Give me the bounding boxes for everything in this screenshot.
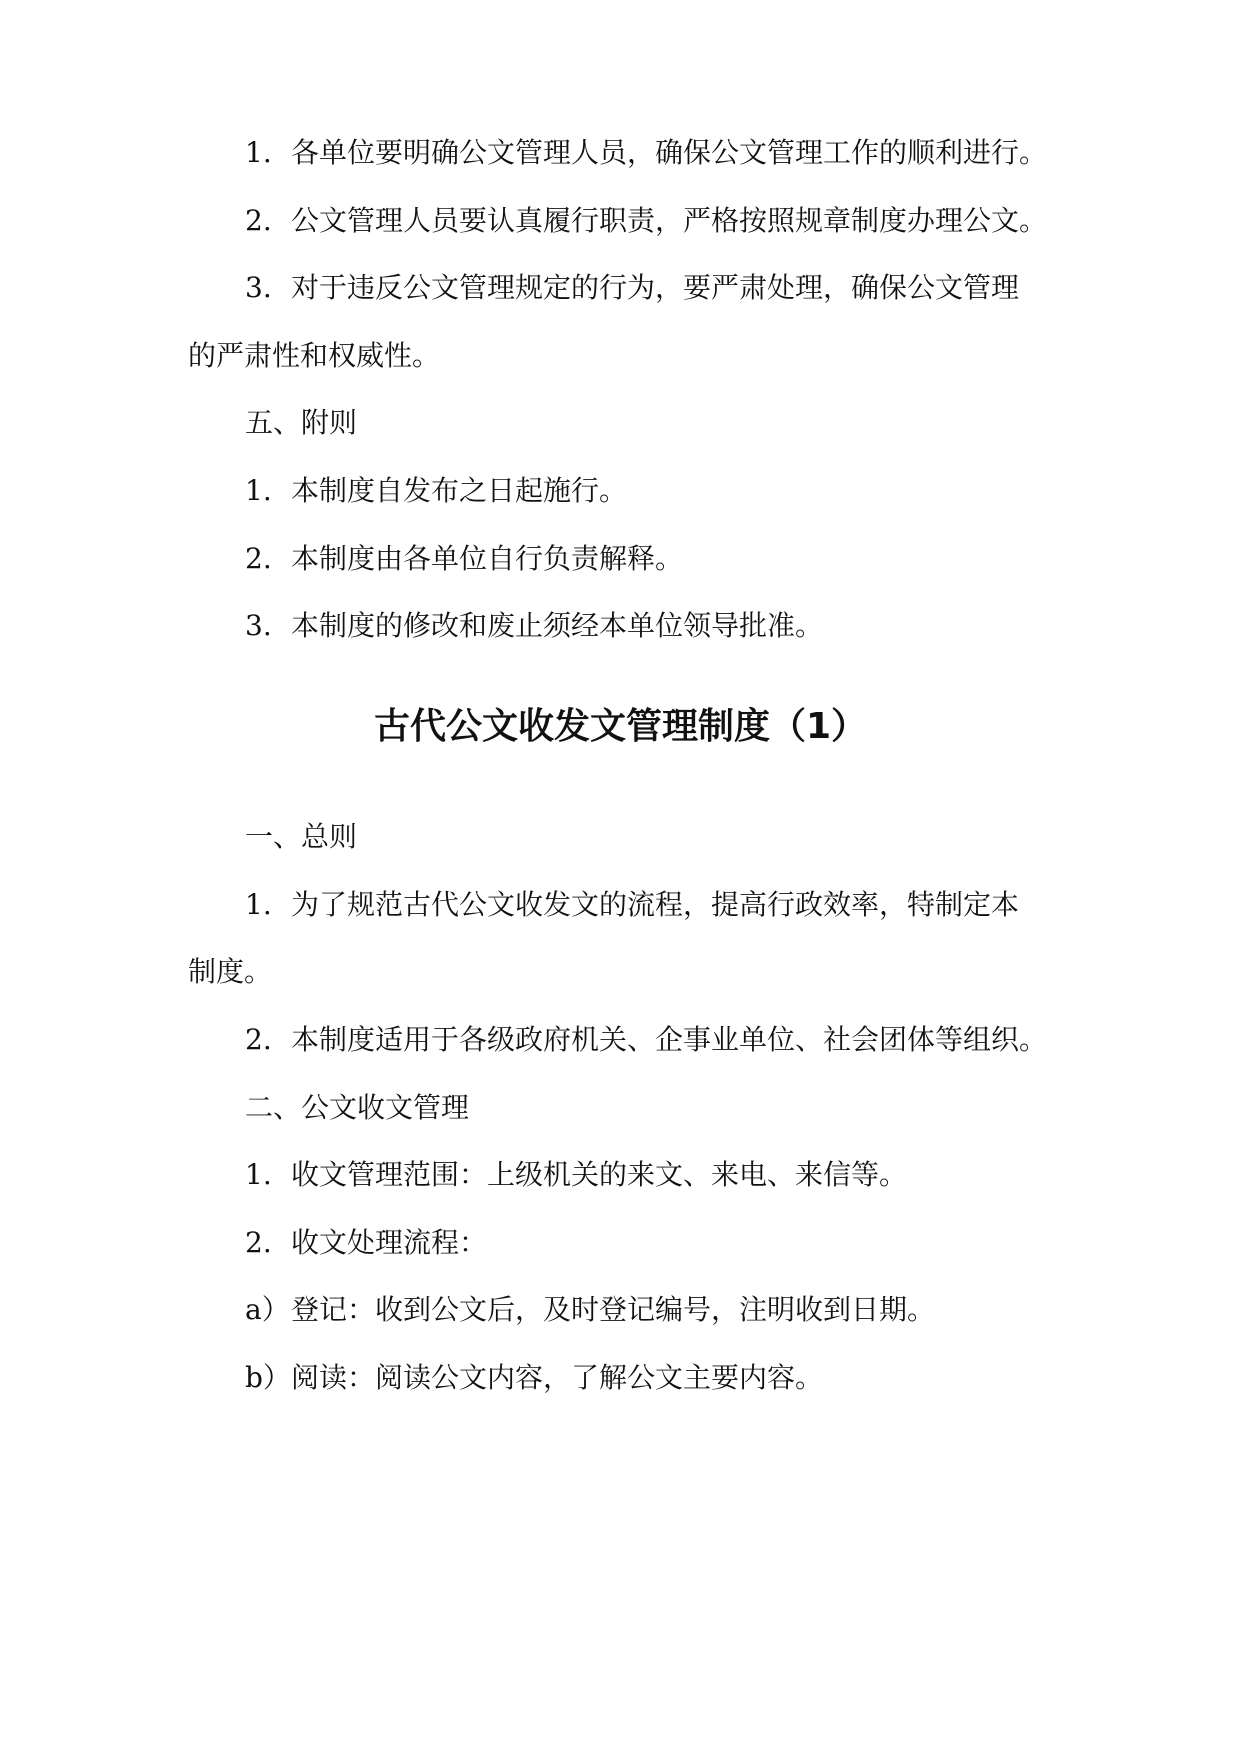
- paragraph-text: 的严肃性和权威性。: [188, 339, 441, 372]
- paragraph-text: 各单位要明确公文管理人员，确保公文管理工作的顺利进行。: [291, 136, 1048, 169]
- paragraph-continuation: [0, 952, 1241, 992]
- paragraph-line: [0, 471, 1241, 511]
- paragraph-text: 为了规范古代公文收发文的流程，提高行政效率，特制定本: [291, 888, 1020, 921]
- paragraph-text: 收文处理流程：: [291, 1226, 488, 1259]
- list-marker: b）: [245, 1361, 291, 1394]
- section-heading: [0, 403, 1241, 443]
- list-number: 2.: [245, 1226, 272, 1259]
- list-number: 1.: [245, 1158, 272, 1191]
- document-title: 古代公文收发文管理制度（1）: [373, 706, 868, 747]
- section-heading: [0, 1088, 1241, 1128]
- paragraph-line: [0, 201, 1241, 241]
- paragraph-text: 公文管理人员要认真履行职责，严格按照规章制度办理公文。: [291, 204, 1048, 237]
- paragraph-line: [0, 606, 1241, 646]
- paragraph-text: 对于违反公文管理规定的行为，要严肃处理，确保公文管理: [291, 271, 1020, 304]
- paragraph-line: [0, 133, 1241, 173]
- list-number: 2.: [245, 204, 272, 237]
- section-heading-text: 二、公文收文管理: [245, 1091, 470, 1124]
- list-number: 3.: [245, 271, 272, 304]
- list-number: 1.: [245, 888, 272, 921]
- list-number: 2.: [245, 1023, 272, 1056]
- paragraph-text: 本制度自发布之日起施行。: [291, 474, 628, 507]
- list-number: 3.: [245, 609, 272, 642]
- paragraph-text: 本制度的修改和废止须经本单位领导批准。: [291, 609, 824, 642]
- paragraph-line: [0, 1290, 1241, 1330]
- paragraph-line: [0, 1020, 1241, 1060]
- list-number: 1.: [245, 136, 272, 169]
- paragraph-text: 阅读：阅读公文内容，了解公文主要内容。: [291, 1361, 824, 1394]
- paragraph-line: [0, 1358, 1241, 1398]
- section-heading-text: 一、总则: [245, 820, 358, 853]
- paragraph-text: 本制度适用于各级政府机关、企事业单位、社会团体等组织。: [291, 1023, 1048, 1056]
- paragraph-line: [0, 539, 1241, 579]
- list-number: 1.: [245, 474, 272, 507]
- list-marker: a）: [245, 1293, 290, 1326]
- paragraph-line: [0, 268, 1241, 308]
- paragraph-text: 本制度由各单位自行负责解释。: [291, 542, 684, 575]
- paragraph-line: [0, 1223, 1241, 1263]
- section-heading: [0, 817, 1241, 857]
- paragraph-text: 登记：收到公文后，及时登记编号，注明收到日期。: [291, 1293, 936, 1326]
- paragraph-line: [0, 1155, 1241, 1195]
- paragraph-line: [0, 885, 1241, 925]
- paragraph-text: 制度。: [188, 955, 273, 988]
- paragraph-continuation: [0, 336, 1241, 376]
- list-number: 2.: [245, 542, 272, 575]
- section-heading-text: 五、附则: [245, 406, 358, 439]
- paragraph-text: 收文管理范围：上级机关的来文、来电、来信等。: [291, 1158, 908, 1191]
